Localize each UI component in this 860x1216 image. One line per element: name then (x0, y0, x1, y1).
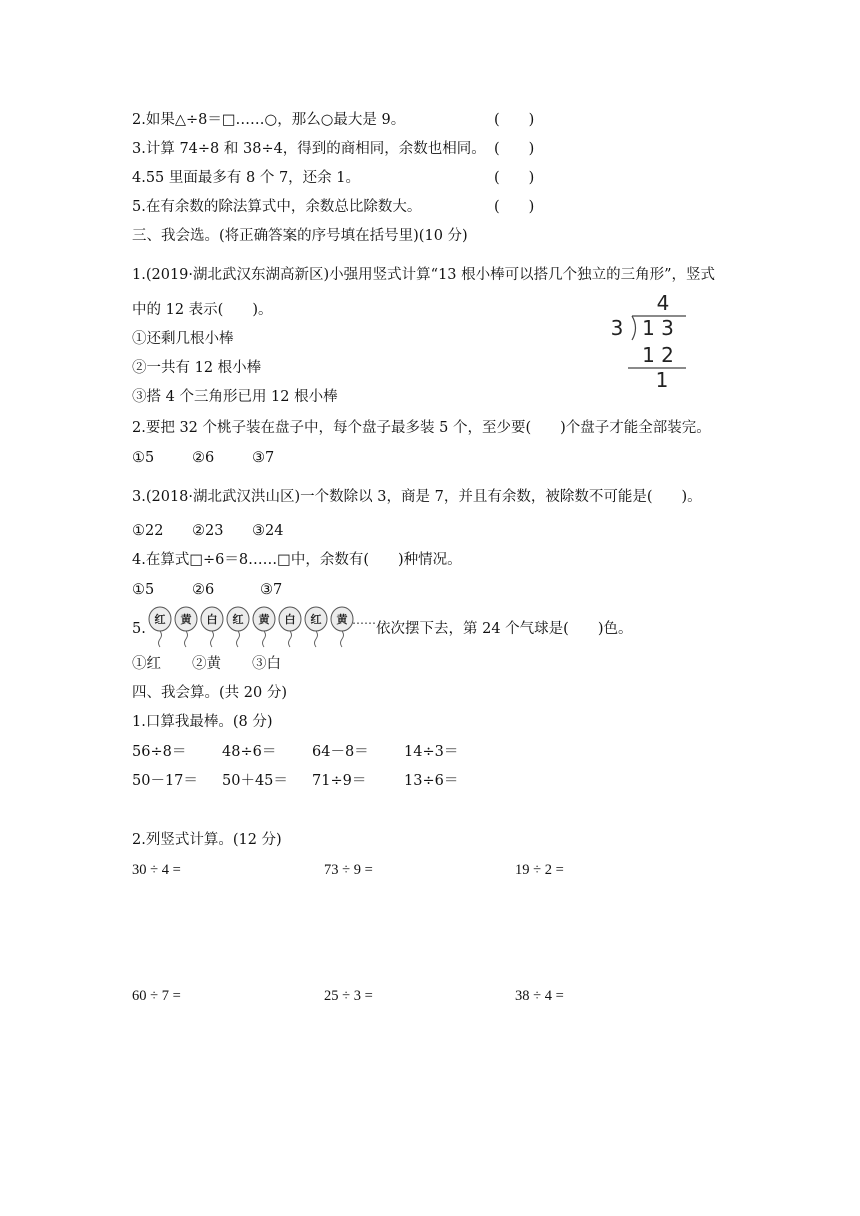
choice-q2-option-1[interactable]: ①5 (132, 450, 155, 466)
division-bracket (632, 316, 636, 340)
vertical-problem: 30 ÷ 4 = (132, 862, 181, 878)
balloon (305, 607, 327, 647)
division-divisor: 3 (610, 316, 624, 340)
balloon (253, 607, 275, 647)
oral-problem: 56÷8＝ (132, 744, 187, 760)
choice-q1-option-3[interactable]: ③搭 4 个三角形已用 12 根小棒 (132, 389, 338, 405)
balloon-label: 白 (284, 613, 296, 626)
balloon (331, 607, 353, 647)
balloon (175, 607, 197, 647)
long-division-diagram (608, 290, 698, 390)
balloon (227, 607, 249, 647)
judge-blank-2[interactable]: ( ) (494, 112, 535, 128)
choice-q4-text: 4.在算式□÷6＝8……□中，余数有( )种情况。 (132, 552, 462, 568)
choice-q5-number: 5. (132, 621, 146, 637)
oral-problem: 14÷3＝ (404, 744, 459, 760)
balloon-label: 红 (232, 613, 244, 626)
division-product: 1 2 (642, 343, 674, 367)
section-calc-title: 四、我会算。(共 20 分) (132, 685, 287, 701)
balloon (279, 607, 301, 647)
choice-q1-option-1[interactable]: ①还剩几根小棒 (132, 331, 234, 347)
choice-q5-option-1[interactable]: ①红 (132, 656, 161, 672)
choice-q3-text: 3.(2018·湖北武汉洪山区)一个数除以 3，商是 7，并且有余数，被除数不可能是( )。 (132, 489, 702, 505)
balloon (201, 607, 223, 647)
balloon (149, 607, 171, 647)
vertical-problem: 38 ÷ 4 = (515, 988, 564, 1004)
choice-q4-option-1[interactable]: ①5 (132, 582, 155, 598)
oral-problem: 13÷6＝ (404, 773, 459, 789)
balloon-sequence (148, 606, 380, 652)
choice-q2-option-2[interactable]: ②6 (192, 450, 215, 466)
balloon-label: 红 (154, 613, 166, 626)
oral-problem: 71÷9＝ (312, 773, 367, 789)
vertical-problem: 73 ÷ 9 = (324, 862, 373, 878)
balloon-label: 黄 (336, 613, 348, 626)
judge-item-3: 3.计算 74÷8 和 38÷4，得到的商相同，余数也相同。 (132, 141, 486, 157)
choice-q3-option-3[interactable]: ③24 (252, 523, 284, 539)
oral-problem: 64－8＝ (312, 744, 369, 760)
judge-blank-5[interactable]: ( ) (494, 199, 535, 215)
oral-problem: 48÷6＝ (222, 744, 277, 760)
choice-q1-line2: 中的 12 表示( )。 (132, 302, 273, 318)
judge-item-2: 2.如果△÷8＝□……○，那么○最大是 9。 (132, 112, 406, 128)
judge-item-5: 5.在有余数的除法算式中，余数总比除数大。 (132, 199, 422, 215)
balloon-label: 白 (206, 613, 218, 626)
balloon-label: 黄 (180, 613, 192, 626)
balloon-ellipsis: …… (352, 613, 376, 627)
choice-q4-option-3[interactable]: ③7 (260, 582, 283, 598)
vertical-calc-title: 2.列竖式计算。(12 分) (132, 832, 282, 848)
choice-q2-text: 2.要把 32 个桃子装在盘子中，每个盘子最多装 5 个，至少要( )个盘子才能全部装完。 (132, 420, 711, 436)
division-dividend: 1 3 (642, 316, 674, 340)
balloon-label: 红 (310, 613, 322, 626)
choice-q3-option-1[interactable]: ①22 (132, 523, 164, 539)
balloon-label: 黄 (258, 613, 270, 626)
choice-q2-option-3[interactable]: ③7 (252, 450, 275, 466)
choice-q1-option-2[interactable]: ②一共有 12 根小棒 (132, 360, 262, 376)
oral-calc-title: 1.口算我最棒。(8 分) (132, 714, 273, 730)
judge-blank-4[interactable]: ( ) (494, 170, 535, 186)
judge-blank-3[interactable]: ( ) (494, 141, 535, 157)
section-choice-title: 三、我会选。(将正确答案的序号填在括号里)(10 分) (132, 228, 468, 244)
choice-q5-text: 依次摆下去，第 24 个气球是( )色。 (376, 621, 633, 637)
vertical-problem: 19 ÷ 2 = (515, 862, 564, 878)
choice-q1-line1: 1.(2019·湖北武汉东湖高新区)小强用竖式计算“13 根小棒可以搭几个独立的三角形”，竖式 (132, 267, 716, 283)
choice-q4-option-2[interactable]: ②6 (192, 582, 215, 598)
division-remainder: 1 (655, 368, 669, 390)
vertical-problem: 25 ÷ 3 = (324, 988, 373, 1004)
oral-problem: 50＋45＝ (222, 773, 288, 789)
division-quotient: 4 (656, 291, 670, 315)
vertical-problem: 60 ÷ 7 = (132, 988, 181, 1004)
judge-item-4: 4.55 里面最多有 8 个 7，还余 1。 (132, 170, 361, 186)
oral-problem: 50－17＝ (132, 773, 198, 789)
choice-q5-option-2[interactable]: ②黄 (192, 656, 221, 672)
choice-q3-option-2[interactable]: ②23 (192, 523, 224, 539)
choice-q5-option-3[interactable]: ③白 (252, 656, 281, 672)
